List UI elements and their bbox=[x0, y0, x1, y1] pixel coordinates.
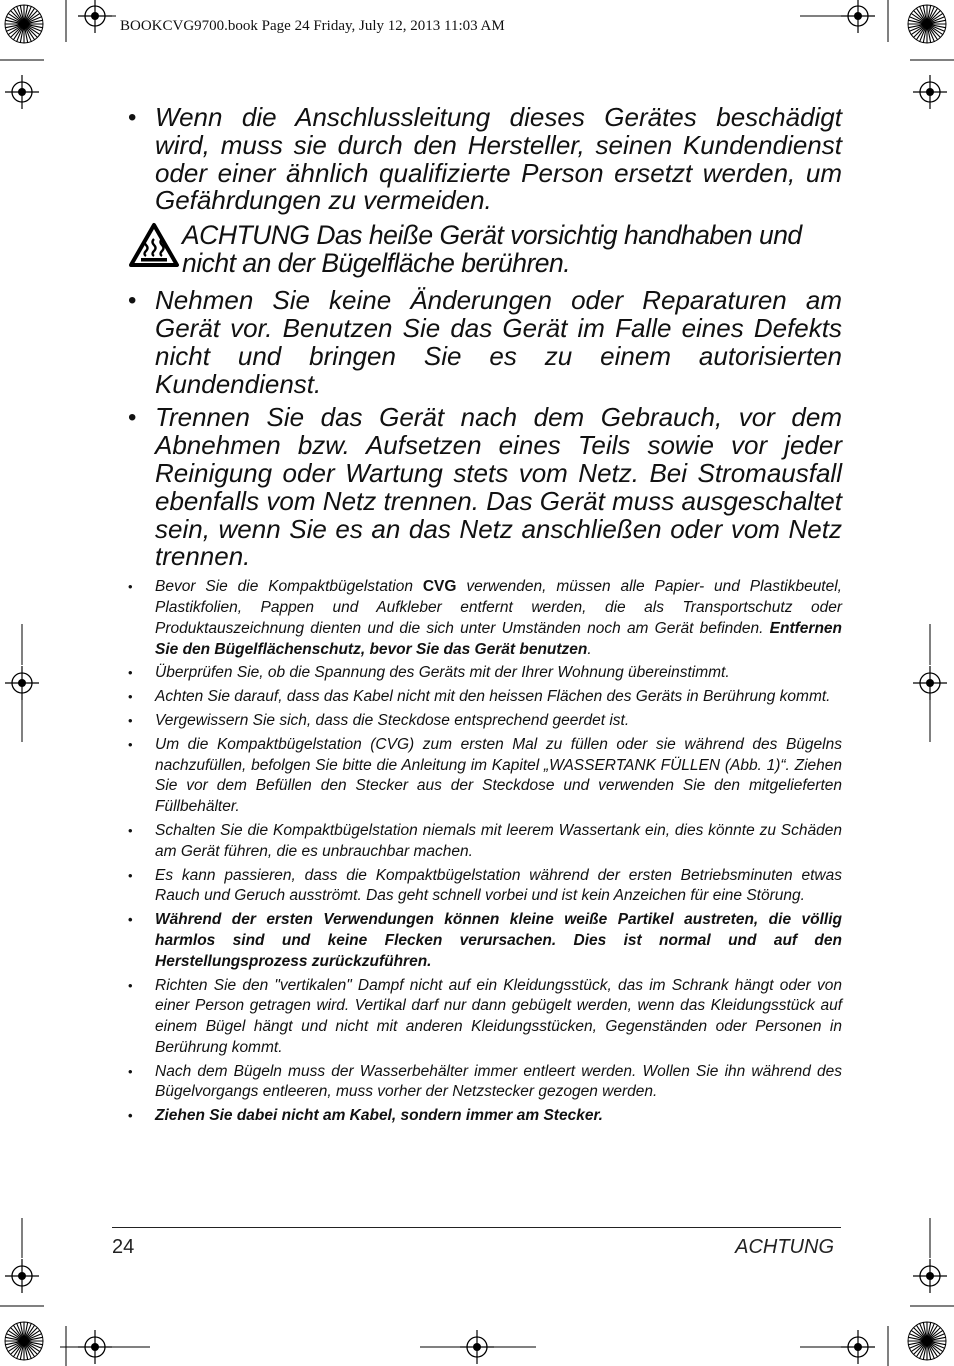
list-item-text: Wenn die Anschlussleitung dieses Gerätes beschädigt wird, muss sie durch den Hersteller, seinen Kundendienst oder einer ähnlich qualifizierte Person ersetzt werden, um Gefährdungen zu vermeiden. bbox=[155, 102, 842, 216]
page-number: 24 bbox=[112, 1236, 135, 1258]
list-item-text: Ziehen Sie dabei nicht am Kabel, sondern immer am Stecker. bbox=[155, 1107, 603, 1125]
bullet: • bbox=[128, 104, 137, 131]
list-item-text: Schalten Sie die Kompaktbügelstation niemals mit leerem Wassertank ein, dies könnte zu Schäden am Gerät führen, die es unbrauchbar machen. bbox=[155, 821, 842, 860]
list-item bbox=[128, 976, 842, 1059]
bullet: • bbox=[128, 287, 137, 315]
product-code: CVG bbox=[422, 578, 457, 596]
hot-surface-warning-icon bbox=[128, 221, 182, 273]
list-item bbox=[128, 663, 842, 684]
list-item bbox=[128, 577, 842, 660]
main-content bbox=[128, 104, 842, 1130]
bullet: • bbox=[128, 912, 133, 928]
text-run: . bbox=[587, 640, 592, 658]
bullet: • bbox=[128, 689, 133, 705]
list-item-text bbox=[155, 577, 842, 660]
text-run: Bevor Sie die Kompaktbügelstation bbox=[155, 578, 423, 596]
book-info-header: BOOKCVG9700.book Page 24 Friday, July 12, 2013 11:03 AM bbox=[120, 18, 505, 34]
list-item-text: Achten Sie darauf, dass das Kabel nicht mit den heissen Flächen des Geräts in Berührung kommt. bbox=[155, 688, 831, 706]
list-item-text: Überprüfen Sie, ob die Spannung des Geräts mit der Ihrer Wohnung übereinstimmt. bbox=[155, 664, 730, 682]
bullet: • bbox=[128, 404, 137, 432]
list-item-text: Nach dem Bügeln muss der Wasserbehälter immer entleert werden. Wollen Sie ihn während des Bügelvorgangs entleeren, muss vorher der Netzstecker gezogen werden. bbox=[155, 1062, 842, 1101]
bullet: • bbox=[128, 867, 133, 883]
list-item-text: Richten Sie den "vertikalen" Dampf nicht auf ein Kleidungsstück, das im Schrank hängt oder von einer Person getragen wird. Vertikal darf nur dann gebügelt werden, wenn das Kleidungsstück auf einem Bügel hängt und nicht mit anderen Kleidungsstücken, Gegenständen oder Personen in Berührung kommt. bbox=[155, 976, 842, 1056]
list-item bbox=[128, 687, 842, 708]
list-item bbox=[128, 104, 842, 215]
list-item bbox=[128, 735, 842, 818]
list-item bbox=[128, 1106, 842, 1127]
list-item bbox=[128, 910, 842, 972]
bullet: • bbox=[128, 977, 133, 993]
bullet: • bbox=[128, 822, 133, 838]
list-item bbox=[128, 866, 842, 908]
list-item-text: Trennen Sie das Gerät nach dem Gebrauch, vor dem Abnehmen bzw. Aufsetzen eines Teils sowie vor jeder Reinigung oder Wartung stets vom Netz. Bei Stromausfall ebenfalls vom Netz trennen. Das Gerät muss ausgeschaltet sein, wenn Sie es an das Netz anschließen oder vom Netz trennen. bbox=[155, 402, 842, 572]
footer-divider bbox=[112, 1227, 841, 1228]
bullet: • bbox=[128, 1108, 133, 1124]
bullet: • bbox=[128, 1063, 133, 1079]
list-item-text: Um die Kompaktbügelstation (CVG) zum ersten Mal zu füllen oder sie während des Bügelns nachzufüllen, befolgen Sie bitte die Anleitung im Kapitel „WASSERTANK FÜLLEN (Abb. 1)“. Ziehen Sie vor dem Befüllen den Stecker aus der Steckdose und verwenden Sie den mitgelieferten Füllbehälter. bbox=[155, 735, 842, 816]
bullet: • bbox=[128, 736, 133, 752]
footer-section-title: ACHTUNG bbox=[735, 1236, 834, 1258]
list-item-text: Während der ersten Verwendungen können kleine weiße Partikel austreten, die völlig harmlos sind und keine Flecken verursachen. Dies ist normal und auf den Herstellungsprozess zurückzuführen. bbox=[155, 911, 842, 970]
list-item bbox=[128, 1062, 842, 1104]
list-item-text: Nehmen Sie keine Änderungen oder Reparaturen am Gerät vor. Benutzen Sie das Gerät im Falle eines Defekts nicht und bringen Sie es zu einem autorisierten Kundendienst. bbox=[155, 285, 842, 399]
hot-surface-warning bbox=[128, 221, 842, 277]
bullet: • bbox=[128, 665, 133, 681]
list-item bbox=[128, 404, 842, 571]
list-item-text: Vergewissern Sie sich, dass die Steckdose entsprechend geerdet ist. bbox=[155, 711, 630, 729]
list-item bbox=[128, 821, 842, 863]
list-item bbox=[128, 711, 842, 732]
warning-text: ACHTUNG Das heiße Gerät vorsichtig handhaben und nicht an der Bügelfläche berühren. bbox=[182, 220, 802, 279]
text-run: verwenden, müssen alle Papier- und Plastikbeutel, Plastikfolien, Pappen und Aufkleber entfernt werden, die als Transportschutz oder Produktauszeichnung dienten und die sich unter Umständen noch am Gerät befinden. bbox=[155, 578, 842, 637]
list-item-text: Es kann passieren, dass die Kompaktbügelstation während der ersten Betriebsminuten etwas Rauch und Geruch ausströmt. Das geht schnell vorbei und ist kein Anzeichen für eine Störung. bbox=[155, 866, 842, 905]
emphasis-text: Entfernen Sie den Bügelflächenschutz, bevor Sie das Gerät benutzen bbox=[155, 619, 842, 658]
bullet: • bbox=[128, 579, 133, 595]
list-item bbox=[128, 287, 842, 398]
bullet: • bbox=[128, 712, 133, 728]
